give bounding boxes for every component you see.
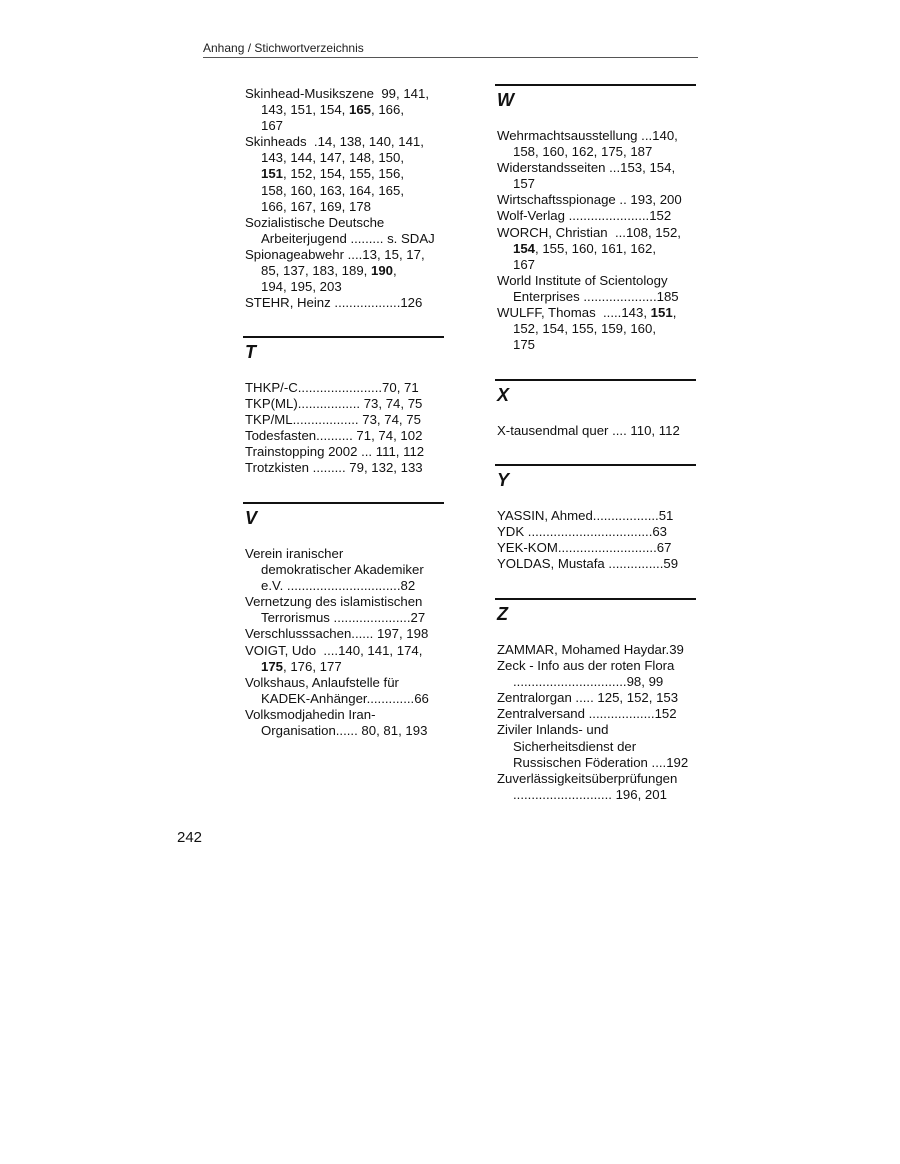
section-t-entries bbox=[245, 380, 445, 477]
section-header-v bbox=[243, 502, 444, 529]
running-header: Anhang / Stichwortverzeichnis bbox=[203, 41, 364, 55]
section-header-t bbox=[243, 336, 444, 363]
index-entry: TKP(ML)................. 73, 74, 75 bbox=[245, 396, 423, 412]
index-entry: Zentralorgan ..... 125, 152, 153 bbox=[497, 690, 679, 706]
index-entry: Widerstandsseiten ...153, 154, 157 bbox=[497, 160, 676, 192]
section-header-z bbox=[495, 598, 696, 625]
section-z-entries bbox=[497, 642, 697, 803]
index-column-left bbox=[245, 86, 445, 311]
section-v-entries bbox=[245, 546, 445, 739]
index-entry: YDK ..................................63 bbox=[497, 524, 668, 540]
index-entry: THKP/-C.......................70, 71 bbox=[245, 380, 419, 395]
index-entry: Zeck - Info aus der roten Flora ...............................98, 99 bbox=[497, 658, 675, 690]
section-header-x bbox=[495, 379, 696, 406]
index-entry: Wolf-Verlag ......................152 bbox=[497, 208, 672, 224]
header-rule bbox=[203, 57, 698, 58]
section-letter: X bbox=[497, 385, 510, 405]
section-letter: Z bbox=[497, 604, 508, 624]
section-letter: V bbox=[245, 508, 258, 528]
section-rule bbox=[495, 379, 696, 381]
index-entry: Ziviler Inlands- und Sicherheitsdienst der Russischen Föderation ....192 bbox=[497, 722, 689, 770]
index-entry: TKP/ML.................. 73, 74, 75 bbox=[245, 412, 421, 428]
index-entry: VOIGT, Udo ....140, 141, 174, 175, 176, 177 bbox=[245, 642, 423, 674]
index-entry: ZAMMAR, Mohamed Haydar.39 bbox=[497, 642, 684, 657]
index-entry: STEHR, Heinz ..................126 bbox=[245, 295, 423, 311]
index-entry: WORCH, Christian ...108, 152, 154, 155, 160, 161, 162, 167 bbox=[497, 224, 681, 272]
index-entry: YASSIN, Ahmed..................51 bbox=[497, 508, 674, 523]
index-entry: Todesfasten.......... 71, 74, 102 bbox=[245, 428, 423, 444]
section-rule bbox=[243, 336, 444, 338]
index-entry: Spionageabwehr ....13, 15, 17, 85, 137, 183, 189, 190, 194, 195, 203 bbox=[245, 246, 425, 295]
index-entry: Wehrmachtsausstellung ...140, 158, 160, 162, 175, 187 bbox=[497, 128, 678, 160]
section-header-w bbox=[495, 84, 696, 111]
index-entry: Zuverlässigkeitsüberprüfungen ........................... 196, 201 bbox=[497, 770, 678, 802]
index-entry: Verein iranischer demokratischer Akademiker e.V. ...............................82 bbox=[245, 546, 424, 594]
section-y-entries bbox=[497, 508, 697, 572]
index-entry: Zentralversand ..................152 bbox=[497, 706, 677, 722]
section-rule bbox=[495, 598, 696, 600]
section-rule bbox=[243, 502, 444, 504]
index-entry: Sozialistische Deutsche Arbeiterjugend ......... s. SDAJ bbox=[245, 214, 435, 246]
index-entry: Skinhead-Musikszene 99, 141, 143, 151, 154, 165, 166, 167 bbox=[245, 86, 430, 134]
section-letter: T bbox=[245, 342, 256, 362]
index-entry: Skinheads .14, 138, 140, 141, 143, 144, 147, 148, 150, 151, 152, 154, 155, 156, 158, 160, 163, 164, 165, 166, 167, 169, 178 bbox=[245, 134, 424, 214]
index-entry: Wirtschaftsspionage .. 193, 200 bbox=[497, 192, 682, 208]
index-entry: YOLDAS, Mustafa ...............59 bbox=[497, 556, 679, 572]
index-entry: Verschlusssachen...... 197, 198 bbox=[245, 626, 429, 642]
section-header-y bbox=[495, 464, 696, 491]
section-letter: Y bbox=[497, 470, 510, 490]
section-rule bbox=[495, 84, 696, 86]
index-entry: Volkshaus, Anlaufstelle für KADEK-Anhänger.............66 bbox=[245, 674, 429, 706]
index-entry: Trainstopping 2002 ... 111, 112 bbox=[245, 444, 425, 460]
section-w-entries bbox=[497, 128, 697, 353]
index-entry: World Institute of Scientology Enterprises ....................185 bbox=[497, 272, 679, 304]
index-entry: Vernetzung des islamistischen Terrorismus .....................27 bbox=[245, 594, 426, 626]
index-entry: Volksmodjahedin Iran- Organisation...... 80, 81, 193 bbox=[245, 706, 428, 739]
section-x-entries bbox=[497, 423, 697, 439]
index-entry: YEK-KOM...........................67 bbox=[497, 540, 672, 556]
section-letter: W bbox=[497, 90, 514, 110]
index-entry: Trotzkisten ......... 79, 132, 133 bbox=[245, 460, 423, 476]
index-entry: WULFF, Thomas .....143, 151, 152, 154, 155, 159, 160, 175 bbox=[497, 305, 677, 353]
page-number: 242 bbox=[177, 829, 203, 846]
index-entry: X-tausendmal quer .... 110, 112 bbox=[497, 423, 680, 438]
section-rule bbox=[495, 464, 696, 466]
